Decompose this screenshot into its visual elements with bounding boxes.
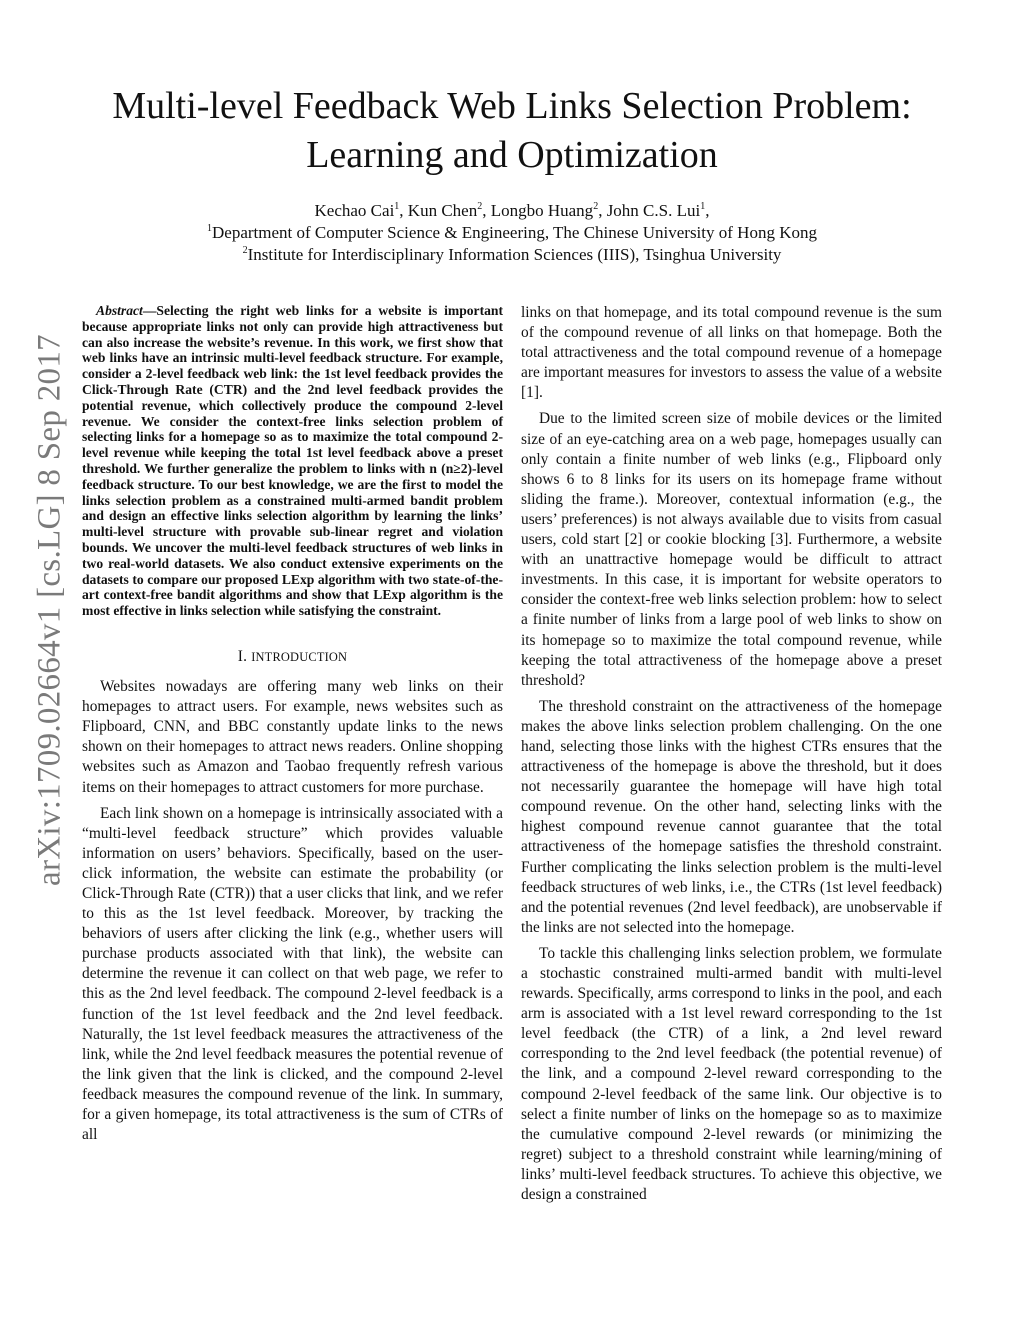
paragraph: The threshold constraint on the attractiveness of the homepage makes the above links selection problem challenging. On the one hand, selecting those links with the highest CTRs ensures that the attractiveness of the homepage is above the threshold, but it does not necessarily guarantee the homepage will have high total compound revenue. On the other hand, selecting links with the highest compound revenue cannot guarantee that the total attractiveness of the homepage satisfies the threshold constraint. Further complicating the links selection problem is the multi-level feedback structures of web links, i.e., the CTRs (1st level feedback) and the potential revenues (2nd level feedback), are unobservable if the links are not selected into the homepage. <box>521 697 942 936</box>
author: Longbo Huang$^2$, <box>490 201 607 220</box>
arxiv-identifier: arXiv:1709.02664v1 [cs.LG] 8 Sep 2017 <box>31 334 68 886</box>
abstract-text: Selecting the right web links for a website is important because appropriate links not only can provide high attractiveness but can also increase the website’s revenue. In this work, we first show that web links have an intrinsic multi-level feedback structure. For example, consider a 2-level feedback web link: the 1st level feedback provides the Click-Through Rate (CTR) and the 2nd level feedback provides the potential revenue, which collectively produce the compound 2-level revenue. We consider the context-free links selection problem of selecting links for a homepage so as to maximize the total compound 2-level revenue while keeping the total 1st level feedback above a preset threshold. We further generalize the problem to links with n (n≥2)-level feedback structure. To our best knowledge, we are the first to model the links selection problem as a constrained multi-armed bandit problem and design an effective links selection algorithm by learning the links’ multi-level structure with provable sub-linear regret and violation bounds. We uncover the multi-level feedback structures of web links in two real-world datasets. We also conduct extensive experiments on the datasets to compare our proposed LExp algorithm with two state-of-the-art context-free bandit algorithms and show that LExp algorithm is the most effective in links selection while satisfying the constraint. <box>82 303 503 619</box>
left-column <box>82 303 503 1151</box>
author: John C.S. Lui$^1$, <box>606 201 710 220</box>
section-heading: I. INTRODUCTION <box>237 647 348 665</box>
paragraph: Due to the limited screen size of mobile devices or the limited size of an eye-catching area on a web page, homepages usually can only contain a finite number of web links (e.g., Flipboard only shows 6 to 8 links for its users on its homepage frame without sliding the frame.). Moreover, contextual information (e.g., the users’ preferences) is not always available due to visits from casual users, cold start [2] or cookie blocking [3]. Furthermore, a website with an unattractive homepage would be difficult to attract investments. In this case, it is important for website operators to consider the context-free web links selection problem: how to select a finite number of links from a large pool of web links to show on its homepage so to maximize the total compound revenue, while keeping the total attractiveness of the homepage above a preset threshold? <box>521 410 942 689</box>
author: Kun Chen$^2$, <box>407 201 491 220</box>
title-line-1: Multi-level Feedback Web Links Selection Problem: <box>112 85 912 127</box>
author-list <box>0 200 1024 222</box>
author: Kechao Cai$^1$, <box>314 201 408 220</box>
paper-title <box>0 82 1024 180</box>
author-block <box>0 200 1024 266</box>
title-line-2: Learning and Optimization <box>306 134 718 176</box>
affiliation: $^2$Institute for Interdisciplinary Information Sciences (IIIS), Tsinghua University <box>242 245 782 264</box>
abstract: Abstract—Selecting the right web links for a website is important because appropriate links not only can provide high attractiveness but can also increase the website’s revenue. In this work, we first show that web links have an intrinsic multi-level feedback structure. For example, consider a 2-level feedback web link: the 1st level feedback provides the Click-Through Rate (CTR) and the 2nd level feedback provides the potential revenue, which collectively produce the compound 2-level revenue. We consider the context-free links selection problem of selecting links for a homepage so as to maximize the total compound 2-level revenue while keeping the total 1st level feedback above a preset threshold. We further generalize the problem to links with n (n≥2)-level feedback structure. To our best knowledge, we are the first to model the links selection problem as a constrained multi-armed bandit problem and design an effective links selection algorithm by learning the links’ multi-level structure with provable sub-linear regret and violation bounds. We uncover the multi-level feedback structures of web links in two real-world datasets. We also conduct extensive experiments on the datasets to compare our proposed LExp algorithm with two state-of-the-art context-free bandit algorithms and show that LExp algorithm is the most effective in links selection while satisfying the constraint. <box>82 303 503 619</box>
right-column <box>521 303 942 1211</box>
abstract-label: Abstract <box>96 303 143 318</box>
paragraph: links on that homepage, and its total compound revenue is the sum of the compound revenue of all links on that homepage. Both the total attractiveness and the total compound revenue of a homepage are important measures for investors to assess the value of a website [1]. <box>521 304 942 402</box>
paragraph: To tackle this challenging links selection problem, we formulate a stochastic constrained multi-armed bandit with multi-level rewards. Specifically, arms correspond to links in the pool, and each arm is associated with a 1st level reward corresponding to the 1st level feedback (the CTR) of a link, a 2nd level reward corresponding to the 2nd level feedback (the potential revenue) of the link, and a compound 2-level reward corresponding to the compound 2-level feedback of the same link. Our objective is to select a finite number of links on the homepage so as to maximize the cumulative compound 2-level rewards (or minimizing the regret) subject to a threshold constraint while learning/mining of links’ multi-level feedback structures. To achieve this objective, we design a constrained <box>521 944 942 1204</box>
affiliation: $^1$Department of Computer Science & Engineering, The Chinese University of Hong Kong <box>207 223 817 242</box>
paragraph: Each link shown on a homepage is intrinsically associated with a “multi-level feedback structure” which provides valuable information on users’ behaviors. Specifically, based on the user-click information, the website can estimate the probability (or Click-Through Rate (CTR)) that a user clicks that link, and we refer to this as the 1st level feedback. Moreover, by tracking the behaviors of users after clicking the link (e.g., whether users will purchase products associated with that link), the website can determine the revenue it can collect on that web page, we refer to this as the 2nd level feedback. The compound 2-level feedback is a function of the 1st level feedback and the 2nd level feedback. Naturally, the 1st level feedback measures the attractiveness of the link, while the 2nd level feedback measures the potential revenue of the link given that the link is clicked, and the compound 2-level feedback measures the compound revenue of the link. In summary, for a given homepage, its total attractiveness is the sum of CTRs of all <box>82 804 503 1144</box>
paragraph: Websites nowadays are offering many web links on their homepages to attract users. For example, news websites such as Flipboard, CNN, and BBC constantly update links to the news shown on their homepages to attract news readers. Online shopping websites such as Amazon and Taobao frequently refresh various items on their homepages to attract customers for more purchase. <box>82 678 503 796</box>
